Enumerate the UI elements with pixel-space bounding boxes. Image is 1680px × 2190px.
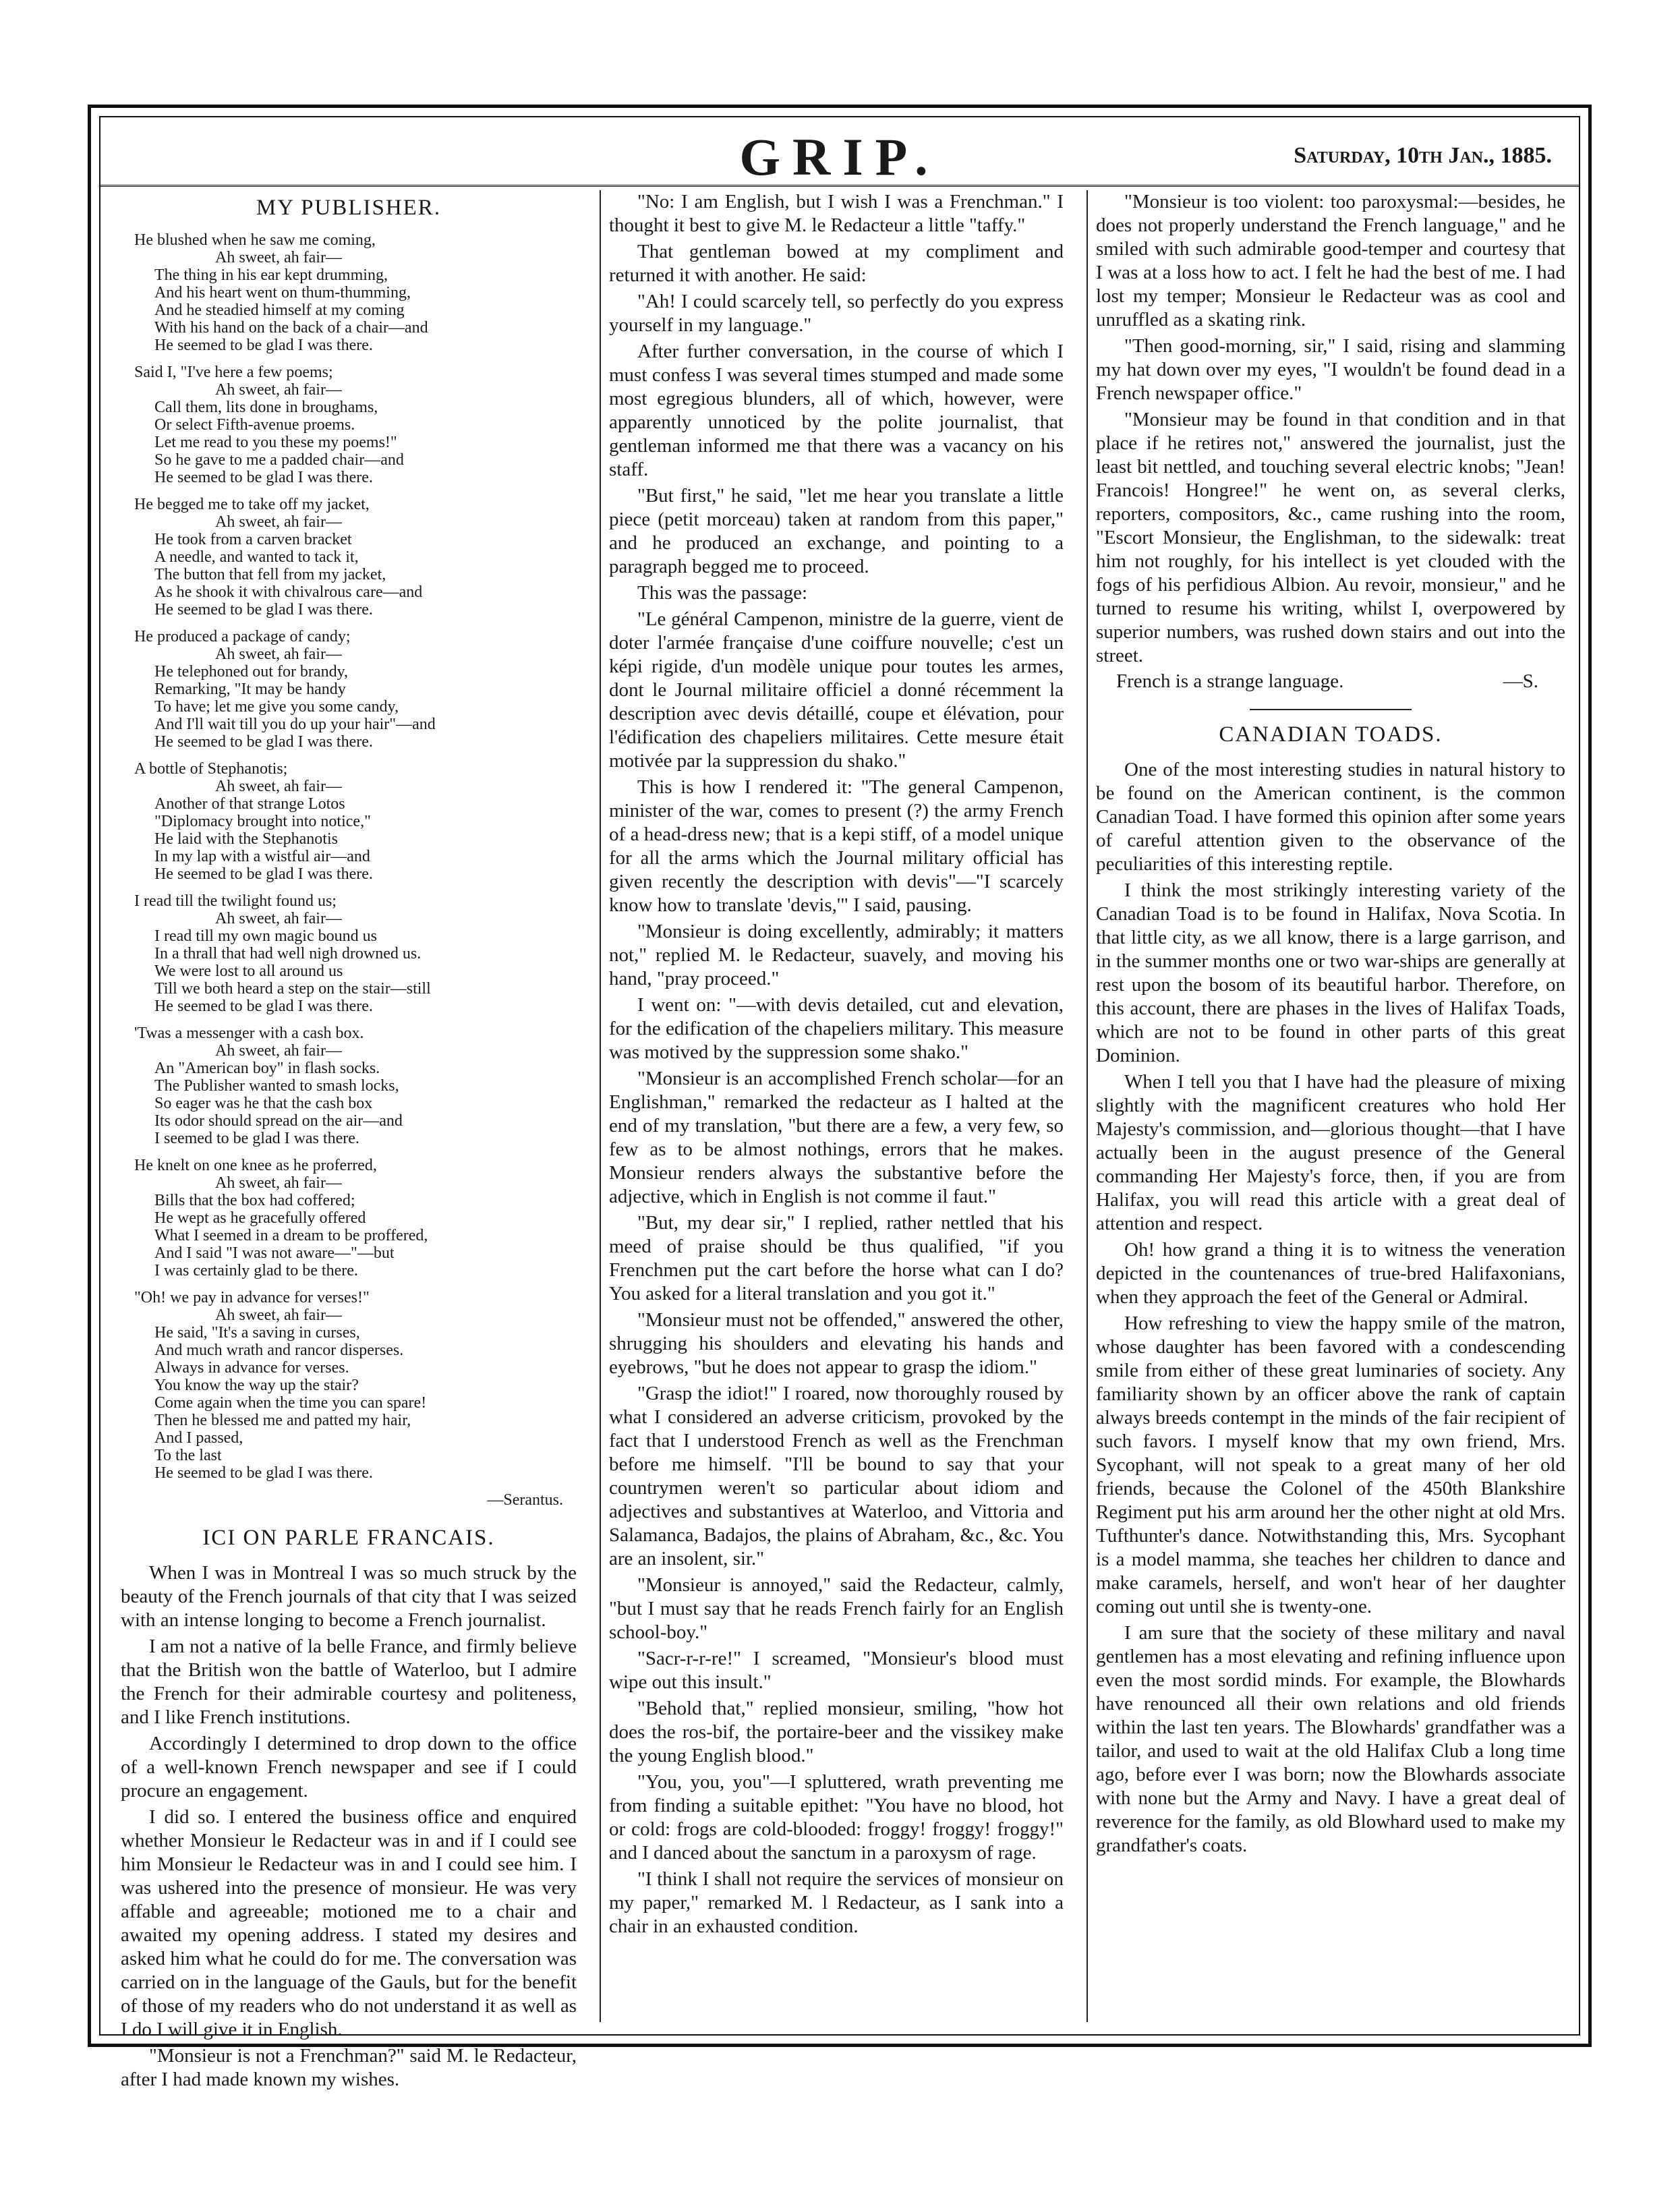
poem-line: Another of that strange Lotos <box>154 795 345 813</box>
article-paragraph: One of the most interesting studies in natural history to be found on the American continent, is the common Canadian Toad. I have formed this opinion after some years of careful attention given to the observance of the peculiarities of this interesting reptile. <box>1096 759 1565 875</box>
poem-stanza <box>134 496 577 618</box>
poem-line: He said, "It's a saving in curses, <box>154 1324 360 1342</box>
article-paragraph: After further conversation, in the course of which I must confess I was several times stumped and made some most egregious blunders, all of which, however, were apparently unnoticed by the polite journalist, that gentleman informed me that there was a vacancy on his staff. <box>609 341 1064 480</box>
poem-stanza <box>134 760 577 883</box>
article-paragraph: "But first," he said, "let me hear you translate a little piece (petit morceau) taken at random from this paper," and he produced an exchange, and pointing to a paragraph begged me to proceed. <box>609 485 1064 577</box>
article-paragraph: I am not a native of la belle France, and firmly believe that the British won the battle of Waterloo, but I admire the French for their admirable courtesy and politeness, and I like French institutions. <box>121 1636 577 1728</box>
poem-line: And he steadied himself at my coming <box>154 301 405 319</box>
article-paragraph: "Ah! I could scarcely tell, so perfectly do you express yourself in my language." <box>609 291 1064 336</box>
poem-line: He telephoned out for brandy, <box>154 663 349 681</box>
poem-line: Its odor should spread on the air—and <box>154 1112 403 1130</box>
poem-line: Ah sweet, ah fair— <box>215 645 342 663</box>
poem-line: He wept as he gracefully offered <box>154 1209 366 1227</box>
poem-line: The thing in his ear kept drumming, <box>154 266 388 284</box>
article-paragraph: "No: I am English, but I wish I was a Frenchman." I thought it best to give M. le Redacteur a little "taffy." <box>609 191 1064 236</box>
section-divider <box>1250 709 1412 710</box>
poem-line: Then he blessed me and patted my hair, <box>154 1412 411 1429</box>
poem-line: The button that fell from my jacket, <box>154 566 386 583</box>
poem-line: I was certainly glad to be there. <box>154 1262 358 1279</box>
poem-line: He produced a package of candy; <box>134 628 351 645</box>
poem-line: As he shook it with chivalrous care—and <box>154 583 423 601</box>
article-paragraph: I think the most strikingly interesting variety of the Canadian Toad is to be found in Halifax, Nova Scotia. In that little city, as we all know, there is a large garrison, and in the summer months one or two war-ships are generally at rest upon the bosom of its beautiful harbor. Therefore, on this account, there are phases in the lives of Halifax Toads, which are not to be found in other parts of this great Dominion. <box>1096 880 1565 1066</box>
poem-line: Bills that the box had coffered; <box>154 1192 355 1209</box>
poem-line: To the last <box>154 1447 222 1464</box>
poem-stanza <box>134 892 577 1015</box>
poem-line: So eager was he that the cash box <box>154 1095 373 1112</box>
poem-line: Till we both heard a step on the stair—still <box>154 980 431 998</box>
article-paragraph: When I tell you that I have had the pleasure of mixing slightly with the magnificent creatures who hold Her Majesty's commission, and—glorious thought—that I have actually been in the august presence of the General commanding Her Majesty's force, then, if you are from Halifax, you will read this article with a great deal of attention and respect. <box>1096 1071 1565 1234</box>
article-paragraph: I went on: "—with devis detailed, cut and elevation, for the edification of the chapeliers military. This measure was motived by the suppression some shako." <box>609 994 1064 1063</box>
poem-line: You know the way up the stair? <box>154 1377 359 1394</box>
poem-line: Ah sweet, ah fair— <box>215 1042 342 1060</box>
article-paragraph: Accordingly I determined to drop down to the office of a well-known French newspaper and see if I could procure an engagement. <box>121 1733 577 1802</box>
article-paragraph: "Monsieur is an accomplished French scholar—for an Englishman," remarked the redacteur as I halted at the end of my translation, "but there are a few, a very few, so few as to be almost nothings, errors that he makes. Monsieur renders always the substantive before the adjective, which in English is not comme il faut." <box>609 1068 1064 1207</box>
poem-line: In my lap with a wistful air—and <box>154 848 370 865</box>
article-paragraph: "Monsieur is annoyed," said the Redacteur, calmly, "but I must say that he reads French fairly for an English school-boy." <box>609 1574 1064 1643</box>
poem-line: Said I, "I've here a few poems; <box>134 364 333 381</box>
masthead <box>100 117 1579 187</box>
poem-line: Ah sweet, ah fair— <box>215 778 342 795</box>
article-title-ici-on-parle: ICI ON PARLE FRANCAIS. <box>202 1526 495 1550</box>
poem-line: Remarking, "It may be handy <box>154 681 346 698</box>
article-paragraph: I am sure that the society of these military and naval gentlemen has a most elevating and refining influence upon even the most sordid minds. For example, the Blowhards have renounced all their own relations and old friends within the last ten years. The Blowhards' grandfather was a tailor, and used to wait at the old Halifax Club a long time ago, before ever I was born; now the Blowhards associate with none but the Army and Navy. I have a great deal of reverence for the family, as old Blowhard used to make my grandfather's coats. <box>1096 1622 1565 1856</box>
poem-line: I seemed to be glad I was there. <box>154 1130 359 1147</box>
poem-line: I read till my own magic bound us <box>154 927 377 945</box>
poem-line: Let me read to you these my poems!" <box>154 434 397 451</box>
article-paragraph: "Behold that," replied monsieur, smiling, "how hot does the ros-bif, the portaire-beer and the vissikey make the young English blood." <box>609 1698 1064 1766</box>
poem-title: MY PUBLISHER. <box>256 196 442 220</box>
poem-stanza <box>134 628 577 751</box>
poem-line: 'Twas a messenger with a cash box. <box>134 1025 364 1042</box>
poem-line: With his hand on the back of a chair—and <box>154 319 428 337</box>
poem-line: A bottle of Stephanotis; <box>134 760 288 778</box>
article-paragraph: That gentleman bowed at my compliment and returned it with another. He said: <box>609 241 1064 286</box>
poem-line: Ah sweet, ah fair— <box>215 910 342 927</box>
poem-stanza <box>134 231 577 354</box>
poem-line: He seemed to be glad I was there. <box>154 998 373 1015</box>
poem-line: And his heart went on thum-thumming, <box>154 284 411 301</box>
poem-line: A needle, and wanted to tack it, <box>154 548 359 566</box>
article-paragraph: "Monsieur must not be offended," answered the other, shrugging his shoulders and elevating his hands and eyebrows, "but he does not appear to grasp the idiom." <box>609 1309 1064 1378</box>
poem-line: Come again when the time you can spare! <box>154 1394 427 1412</box>
poem-line: He seemed to be glad I was there. <box>154 865 373 883</box>
poem-line: And I said "I was not aware—"—but <box>154 1244 395 1262</box>
poem-line: Call them, lits done in broughams, <box>154 399 378 416</box>
article-paragraph: "Monsieur is not a Frenchman?" said M. le Redacteur, after I had made known my wishes. <box>121 2045 577 2090</box>
poem-line: Ah sweet, ah fair— <box>215 381 342 399</box>
poem-line: I read till the twilight found us; <box>134 892 337 910</box>
poem-stanza <box>134 364 577 486</box>
poem-line: He seemed to be glad I was there. <box>154 1464 373 1482</box>
closing-line: French is a strange language. <box>1116 670 1344 692</box>
poem-line: In a thrall that had well nigh drowned us. <box>154 945 422 962</box>
poem-line: An "American boy" in flash socks. <box>154 1060 380 1077</box>
poem-line: And I passed, <box>154 1429 243 1447</box>
poem-line: The Publisher wanted to smash locks, <box>154 1077 399 1095</box>
poem-line: "Diplomacy brought into notice," <box>154 813 371 830</box>
poem-line: He begged me to take off my jacket, <box>134 496 370 513</box>
article-paragraph: I did so. I entered the business office and enquired whether Monsieur le Redacteur was in and if I could see him Monsieur le Redacteur was in and I could see him. I was ushered into the presence of monsieur. He was very affable and agreeable; motioned me to a chair and awaited my opening address. I stated my desires and asked him what he could do for me. The conversation was carried on in the language of the Gauls, but for the benefit of those of my readers who do not understand it as well as I do I will give it in English. <box>121 1806 577 2040</box>
poem-line: He knelt on one knee as he proferred, <box>134 1157 377 1174</box>
article-signature: —S. <box>1503 670 1538 692</box>
column-2 <box>600 190 1072 2022</box>
article-paragraph: "Sacr-r-r-re!" I screamed, "Monsieur's blood must wipe out this insult." <box>609 1648 1064 1693</box>
column-1 <box>113 190 585 2090</box>
poem-line: "Oh! we pay in advance for verses!" <box>134 1289 370 1306</box>
article-paragraph: "Then good-morning, sir," I said, rising and slamming my hat down over my eyes, "I wouldn't be found dead in a French newspaper office." <box>1096 335 1565 404</box>
poem-line: He seemed to be glad I was there. <box>154 337 373 354</box>
poem-line: Ah sweet, ah fair— <box>215 513 342 531</box>
poem-stanza <box>134 1157 577 1279</box>
poem-stanza <box>134 1025 577 1147</box>
poem-line: So he gave to me a padded chair—and <box>154 451 404 469</box>
poem-line: Ah sweet, ah fair— <box>215 249 342 266</box>
masthead-date: Saturday, 10th Jan., 1885. <box>1294 143 1552 168</box>
article-paragraph: "Monsieur is too violent: too paroxysmal:—besides, he does not properly understand the French language," and he smiled with such admirable good-temper and courtesy that I was at a loss how to act. I felt he had the best of me. I had lost my temper; Monsieur le Redacteur was as cool and unruffled as a skating rink. <box>1096 191 1565 330</box>
poem-line: And I'll wait till you do up your hair"—and <box>154 716 436 733</box>
column-3 <box>1087 190 1573 2022</box>
article-paragraph: "Monsieur may be found in that condition and in that place if he retires not," answered the journalist, just the least bit nettled, and touching several electric knobs; "Jean! Francois! Hongree!" he went on, as several clerks, reporters, compositors, &c., came rushing into the room, "Escort Monsieur, the Englishman, to the sidewalk: treat him not roughly, for his intellect is yet clouded with the fogs of his perfidious Albion. Au revoir, monsieur," and he turned to resume his writing, whilst I, overpowered by superior numbers, was rushed down stairs and out into the street. <box>1096 409 1565 666</box>
poem-stanza <box>134 1289 577 1482</box>
poem-line: He seemed to be glad I was there. <box>154 469 373 486</box>
article-paragraph: "Monsieur is doing excellently, admirably; it matters not," replied M. le Redacteur, suavely, and moving his hand, "pray proceed." <box>609 921 1064 989</box>
poem-line: Ah sweet, ah fair— <box>215 1174 342 1192</box>
poem-line: He laid with the Stephanotis <box>154 830 338 848</box>
article-paragraph: When I was in Montreal I was so much struck by the beauty of the French journals of that city that I was seized with an intense longing to become a French journalist. <box>121 1562 577 1631</box>
masthead-title: GRIP. <box>739 127 940 186</box>
poem-signature: —Serantus. <box>487 1491 563 1509</box>
page-frame <box>99 116 1580 2090</box>
article-paragraph: "Grasp the idiot!" I roared, now thoroughly roused by what I considered an adverse criticism, provoked by the fact that I understood French as well as the Frenchman before me himself. "I'll be bound to say that your countrymen weren't so particular about idiom and adjectives and substantives at Waterloo, and Vittoria and Salamanca, Badajos, the plains of Abraham, &c., &c. You are an insolent, sir." <box>609 1383 1064 1569</box>
article-paragraph: "But, my dear sir," I replied, rather nettled that his meed of praise should be thus qualified, "if you Frenchmen put the cart before the horse what can I do? You asked for a literal translation and you got it." <box>609 1212 1064 1304</box>
poem-line: Ah sweet, ah fair— <box>215 1306 342 1324</box>
article-paragraph: "I think I shall not require the services of monsieur on my paper," remarked M. l Redacteur, as I sank into a chair in an exhausted condition. <box>609 1868 1064 1937</box>
article-paragraph: How refreshing to view the happy smile of the matron, whose daughter has been favored with a condescending smile from either of these great luminaries of society. Any familiarity shown by an officer above the rank of captain always breeds contempt in the minds of the fair recipient of such favors. I myself know that my own friend, Mrs. Sycophant, will not speak to a great many of her old friends, because the Colonel of the 450th Blankshire Regiment put his arm around her the other night at old Mrs. Tufthunter's dance. Notwithstanding this, Mrs. Sycophant is a model mamma, she teaches her children to dance and make caramels, herself, and won't hear of her daughter coming out until she is twenty-one. <box>1096 1313 1565 1617</box>
poem-body <box>121 231 577 1482</box>
poem-line: What I seemed in a dream to be proffered, <box>154 1227 428 1244</box>
poem-line: Or select Fifth-avenue proems. <box>154 416 355 434</box>
article-paragraph: "You, you, you"—I spluttered, wrath preventing me from finding a suitable epithet: "You have no blood, hot or cold: frogs are cold-blooded: froggy! froggy! froggy!" and I danced about the sanctum in a paroxysm of rage. <box>609 1771 1064 1864</box>
poem-line: He seemed to be glad I was there. <box>154 733 373 751</box>
article-paragraph: This is how I rendered it: "The general Campenon, minister of the war, comes to present (?) the army French of a head-dress new; that is a kepi stiff, of a model unique for all the arms which the Journal military official has given recently the description with devis"—"I scarcely know how to translate 'devis,'" I said, pausing. <box>609 776 1064 916</box>
poem-line: To have; let me give you some candy, <box>154 698 399 716</box>
article-paragraph: This was the passage: <box>637 582 808 604</box>
poem-line: We were lost to all around us <box>154 962 343 980</box>
article-signoff <box>1096 670 1565 693</box>
article-title-canadian-toads: CANADIAN TOADS. <box>1219 722 1443 747</box>
poem-line: He took from a carven bracket <box>154 531 352 548</box>
article-paragraph: Oh! how grand a thing it is to witness the veneration depicted in the countenances of true-bred Halifaxonians, when they approach the feet of the General or Admiral. <box>1096 1239 1565 1308</box>
poem-line: He seemed to be glad I was there. <box>154 601 373 618</box>
poem-line: And much wrath and rancor disperses. <box>154 1342 404 1359</box>
article-paragraph: "Le général Campenon, ministre de la guerre, vient de doter l'armée française d'une coiffure nouvelle; c'est un képi rigide, d'un modèle unique pour toutes les armes, dont le Journal militaire officiel a donné récemment la description avec devis détaillé, coupe et élévation, pour l'édification des chapeliers militaires. Cette mesure était motivée par la suppression du shako." <box>609 608 1064 772</box>
poem-line: Always in advance for verses. <box>154 1359 349 1377</box>
poem-line: He blushed when he saw me coming, <box>134 231 376 249</box>
newspaper-page <box>88 105 1592 2090</box>
